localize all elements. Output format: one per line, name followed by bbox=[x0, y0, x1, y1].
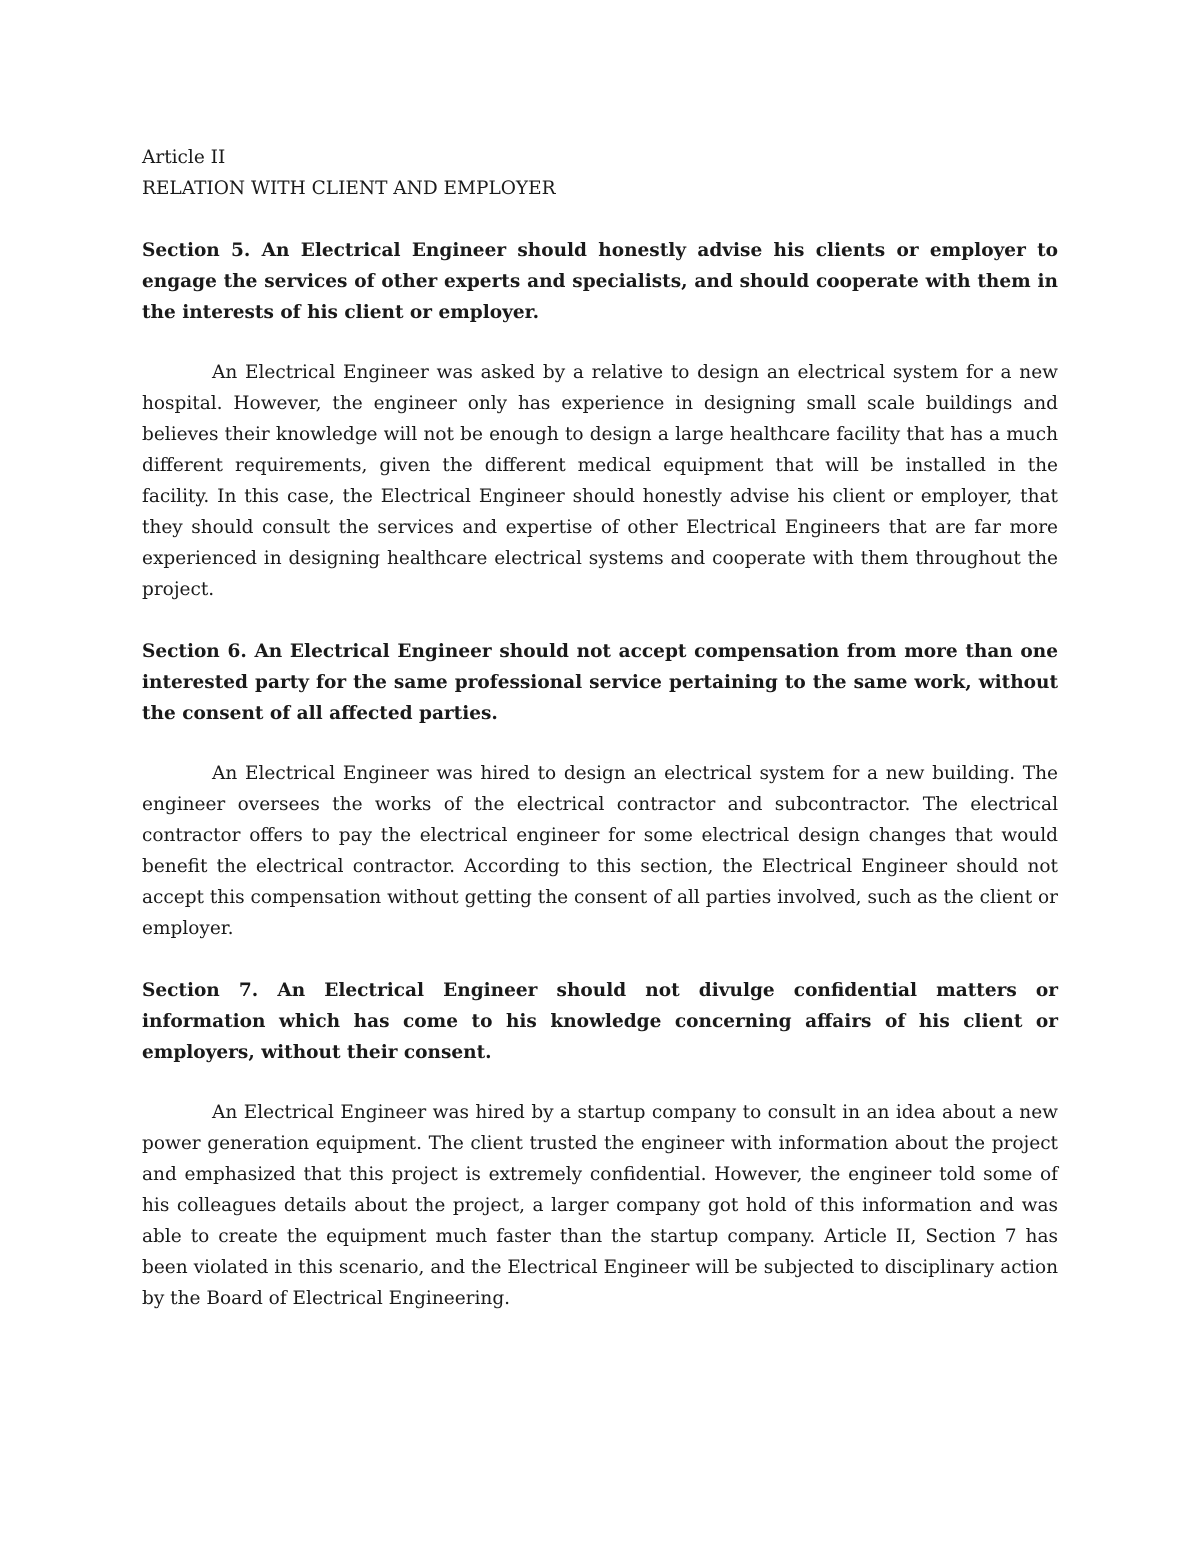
section-6-heading: Section 6. An Electrical Engineer should not accept compensation from more than one interested party for the same professional service pertaining to the same work, without the consent of all affected parties. bbox=[142, 641, 1058, 724]
article-number: Article II bbox=[142, 147, 226, 168]
document-page bbox=[142, 142, 1058, 1314]
section-6-body: An Electrical Engineer was hired to design an electrical system for a new building. The engineer oversees the works of the electrical contractor and subcontractor. The electrical contractor offers to pay the electrical engineer for some electrical design changes that would benefit the electrical contractor. According to this section, the Electrical Engineer should not accept this compensation without getting the consent of all parties involved, such as the client or employer. bbox=[142, 763, 1058, 939]
article-title: RELATION WITH CLIENT AND EMPLOYER bbox=[142, 178, 556, 199]
section-7-heading: Section 7. An Electrical Engineer should not divulge confidential matters or information which has come to his knowledge concerning affairs of his client or employers, without their consent. bbox=[142, 980, 1058, 1063]
section-5-heading: Section 5. An Electrical Engineer should honestly advise his clients or employer to engage the services of other experts and specialists, and should cooperate with them in the interests of his client or employer. bbox=[142, 240, 1058, 323]
section-7-body: An Electrical Engineer was hired by a startup company to consult in an idea about a new power generation equipment. The client trusted the engineer with information about the project and emphasized that this project is extremely confidential. However, the engineer told some of his colleagues details about the project, a larger company got hold of this information and was able to create the equipment much faster than the startup company. Article II, Section 7 has been violated in this scenario, and the Electrical Engineer will be subjected to disciplinary action by the Board of Electrical Engineering. bbox=[142, 1102, 1058, 1309]
section-5-body: An Electrical Engineer was asked by a relative to design an electrical system for a new hospital. However, the engineer only has experience in designing small scale buildings and believes their knowledge will not be enough to design a large healthcare facility that has a much different requirements, given the different medical equipment that will be installed in the facility. In this case, the Electrical Engineer should honestly advise his client or employer, that they should consult the services and expertise of other Electrical Engineers that are far more experienced in designing healthcare electrical systems and cooperate with them throughout the project. bbox=[142, 362, 1058, 600]
